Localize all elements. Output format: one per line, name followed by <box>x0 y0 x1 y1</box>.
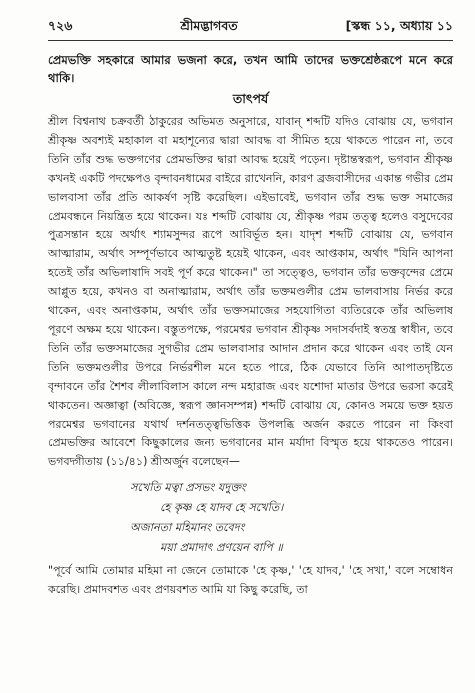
verse-line: সখেতি মত্বা প্রসভং যদুক্তং <box>130 481 246 495</box>
verse-line: অজানতা মহিমানং তবেদং <box>130 521 245 535</box>
verse-translation: "পূর্বে আমি তোমার মহিমা না জেনে তোমাকে 'হে কৃষ্ণ,' 'হে যাদব,' 'হে সখা,' বলে সম্বোধন করেছি। প্রমাদবশত এবং প্রণয়বশত আমি যা কিছু করেছি, তা <box>48 564 453 597</box>
verse-block <box>48 478 453 558</box>
purport-heading: তাৎপর্য <box>232 91 269 106</box>
chapter-label: [স্কন্ধ ১১, অধ্যায় ১১ <box>345 18 453 33</box>
verse-line: ময়া প্রমাদাৎ প্রণয়েন বাপি ॥ <box>160 541 283 555</box>
page-header <box>48 18 453 38</box>
page-number: ৭২৬ <box>48 18 73 33</box>
translation-end: প্রেমভক্তি সহকারে আমার ভজনা করে, তখন আমি তাদের ভক্তশ্রেষ্ঠরূপে মনে করে থাকি। <box>48 53 453 85</box>
header-rule <box>48 40 453 41</box>
verse-line: হে কৃষ্ণ হে যাদব হে সখেতি। <box>160 501 284 515</box>
purport-text: শ্রীল বিশ্বনাথ চক্রবর্তী ঠাকুরের অভিমত অনুসারে, যাবান্ শব্দটি যদিও বোঝায় যে, ভগবান শ্রীকৃষ্ণ অবশ্যই মহাকাল বা মহাশূন্যের দ্বারা আবদ্ধ বা সীমিত হয়ে থাকতে পারেন না, তবে তিনি তাঁর শুদ্ধ ভক্তগণের প্রেমভক্তির দ্বারা আবদ্ধ হয়েই পড়েন। দৃষ্টান্তস্বরূপ, ভগবান শ্রীকৃষ্ণ কখনই একটি পদক্ষেপও বৃন্দাবনধামের বাইরে রাখেননি, কারণ ব্রজবাসীদের একান্ত গভীর প্রেম ভালবাসা তাঁর প্রতি আকর্ষণ সৃষ্টি করেছিল। এইভাবেই, ভগবান তাঁর শুদ্ধ ভক্ত সমাজের প্রেমবন্ধনে নিয়ন্ত্রিত হয়ে থাকেন। যঃ শব্দটি বোঝায় যে, শ্রীকৃষ্ণ পরম তত্ত্ব হলেও বসুদেবের পুত্রসন্তান হয়ে অর্থাৎ শ্যামসুন্দর রূপে আবির্ভূত হন। যাদৃশ শব্দটি বোঝায় যে, ভগবান আত্মারাম, অর্থাৎ সম্পূর্ণভাবে আত্মতুষ্ট হয়েই থাকেন, এবং আপ্তকাম, অর্থাৎ "যিনি আপনা হতেই তাঁর অভিলাষাদি সবই পূর্ণ করে থাকেন।" তা সত্ত্বেও, ভগবান তাঁর ভক্তবৃন্দের প্রেমে আপ্লুত হয়ে, কখনও বা অনাত্মারাম, অর্থাৎ তাঁর ভক্তমণ্ডলীর প্রেম ভালবাসায় নির্ভর করে থাকেন, এবং অনাপ্তকাম, অর্থাৎ তাঁর ভক্তসমাজের সহযোগিতা ব্যতিরেকে তাঁর অভিলাষ পূরণে অক্ষম হয়ে থাকেন। বস্তুতপক্ষে, পরমেশ্বর ভগবান শ্রীকৃষ্ণ সদাসর্বদাই স্বতন্ত্র স্বাধীন, তবে তিনি তাঁর ভক্তসমাজের সুগভীর প্রেম ভালবাসার আদান প্রদান করে থাকেন এবং তাই যেন তিনি ভক্তমণ্ডলীর উপরে নির্ভরশীল মনে হতে পারে, ঠিক যেভাবে তিনি আপাতদৃষ্টিতে বৃন্দাবনে তাঁর শৈশব লীলাবিলাস কালে নন্দ মহারাজ এবং যশোদা মাতার উপরে ভরসা করেই থাকতেন। অজ্ঞাত্বা (অবিজ্ঞে, স্বরূপ জ্ঞানসম্পন্ন) শব্দটি বোঝায় যে, কোনও সময়ে ভক্ত হয়ত পরমেশ্বর ভগবানের যথার্থ দর্শনতত্ত্বভিত্তিক উপলব্ধি অর্জন করতে পারেন না কিংবা প্রেমভক্তির আবেশে কিছুকালের জন্য ভগবানের মান মর্যাদা বিস্মৃত হয়ে থাকতেও পারেন। ভগবদ্গীতায় (১১/৪১) শ্রীঅর্জুন বলেছেন— <box>48 115 453 469</box>
book-title: শ্রীমদ্ভাগবত <box>180 18 238 33</box>
